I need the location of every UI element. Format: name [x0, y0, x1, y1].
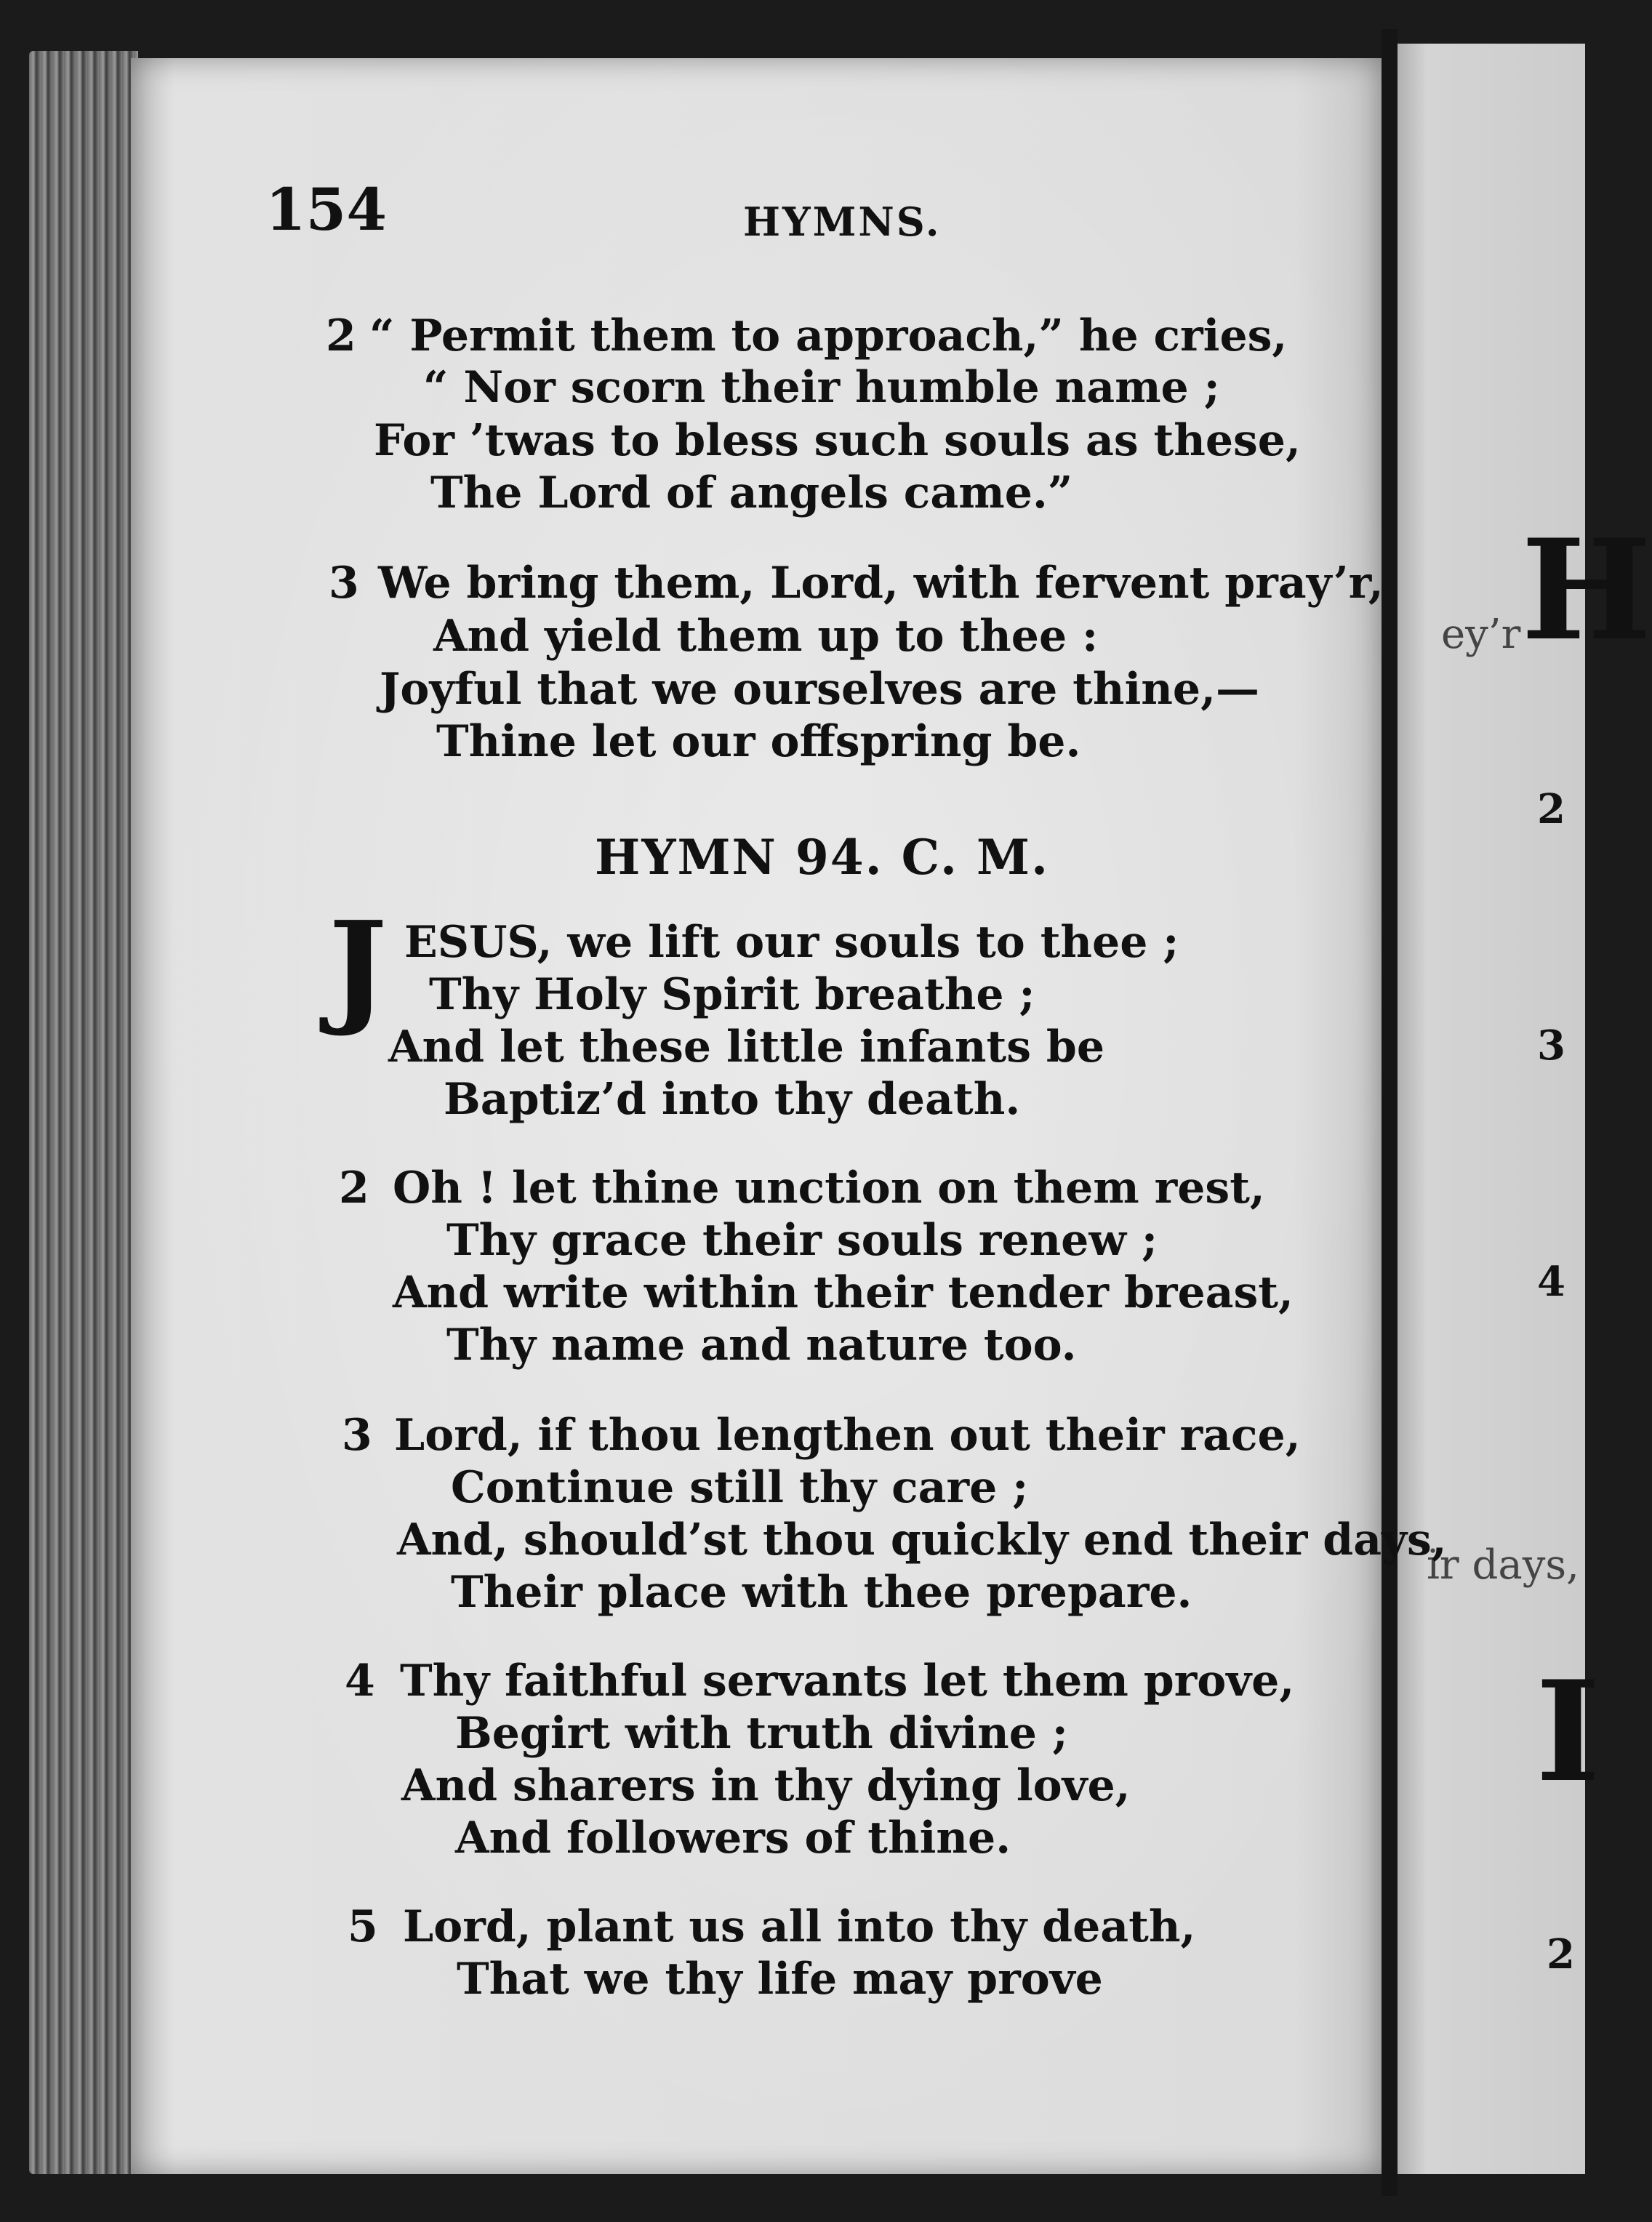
verse-line: Thy faithful servants let them prove,	[400, 1656, 1295, 1706]
verse-line: The Lord of angels came.”	[430, 468, 1073, 518]
facing-verse-number: 2	[1547, 1930, 1575, 1978]
verse-line: Their place with thee prepare.	[451, 1567, 1192, 1618]
verse-line: Oh ! let thine unction on them rest,	[393, 1163, 1265, 1214]
facing-verse-number: 3	[1537, 1022, 1565, 1070]
drop-cap: J	[329, 894, 388, 1040]
verse-number: 5	[348, 1901, 378, 1952]
facing-initial: H	[1521, 509, 1652, 671]
verse-line: And, should’st thou quickly end their days,	[397, 1515, 1447, 1565]
verse-number: 2	[339, 1163, 369, 1214]
facing-page	[1398, 44, 1652, 2174]
verse-line: And let these little infants be	[388, 1022, 1105, 1072]
verse-number: 4	[345, 1656, 375, 1706]
verse-line: Lord, if thou lengthen out their race,	[394, 1410, 1301, 1461]
verse-line: And yield them up to thee :	[433, 611, 1099, 662]
verse-line: And write within their tender breast,	[393, 1267, 1294, 1318]
verse-line: “ Permit them to approach,” he cries,	[369, 310, 1288, 361]
verse-line: Thy name and nature too.	[446, 1320, 1077, 1371]
facing-fragment: ey’r	[1441, 611, 1521, 658]
verse-line: Continue still thy care ;	[451, 1462, 1029, 1513]
page-number: 154	[265, 175, 387, 244]
verse-line: Thy grace their souls renew ;	[446, 1215, 1158, 1266]
page-edges	[29, 51, 138, 2174]
verse-line: Thy Holy Spirit breathe ;	[429, 969, 1035, 1020]
book-gutter	[1382, 29, 1398, 2196]
verse-line: “ Nor scorn their humble name ;	[423, 362, 1220, 413]
facing-initial: I	[1536, 1651, 1600, 1813]
verse-line: Baptiz’d into thy death.	[444, 1074, 1021, 1125]
verse-line: Lord, plant us all into thy death,	[403, 1901, 1196, 1952]
verse-line: We bring them, Lord, with fervent pray’r,	[378, 558, 1384, 609]
facing-verse-number: 2	[1537, 785, 1565, 833]
verse-number: 3	[342, 1410, 372, 1461]
verse-line: Joyful that we ourselves are thine,—	[380, 664, 1259, 715]
verse-number: 3	[329, 558, 359, 609]
facing-verse-number: 4	[1537, 1258, 1565, 1306]
verse-line: That we thy life may prove	[457, 1954, 1103, 2005]
verse-line: And followers of thine.	[455, 1813, 1011, 1864]
verse-line: Begirt with truth divine ;	[455, 1708, 1068, 1759]
verse-line: Thine let our offspring be.	[436, 716, 1081, 767]
running-title: HYMNS.	[743, 198, 942, 245]
verse-line: And sharers in thy dying love,	[401, 1760, 1131, 1811]
facing-fragment: ir days,	[1427, 1541, 1579, 1589]
hymn-heading: HYMN 94. C. M.	[595, 829, 1049, 886]
verse-line: For ’twas to bless such souls as these,	[374, 415, 1301, 466]
verse-number: 2	[326, 310, 356, 361]
verse-line: ESUS, we lift our souls to thee ;	[404, 917, 1179, 968]
